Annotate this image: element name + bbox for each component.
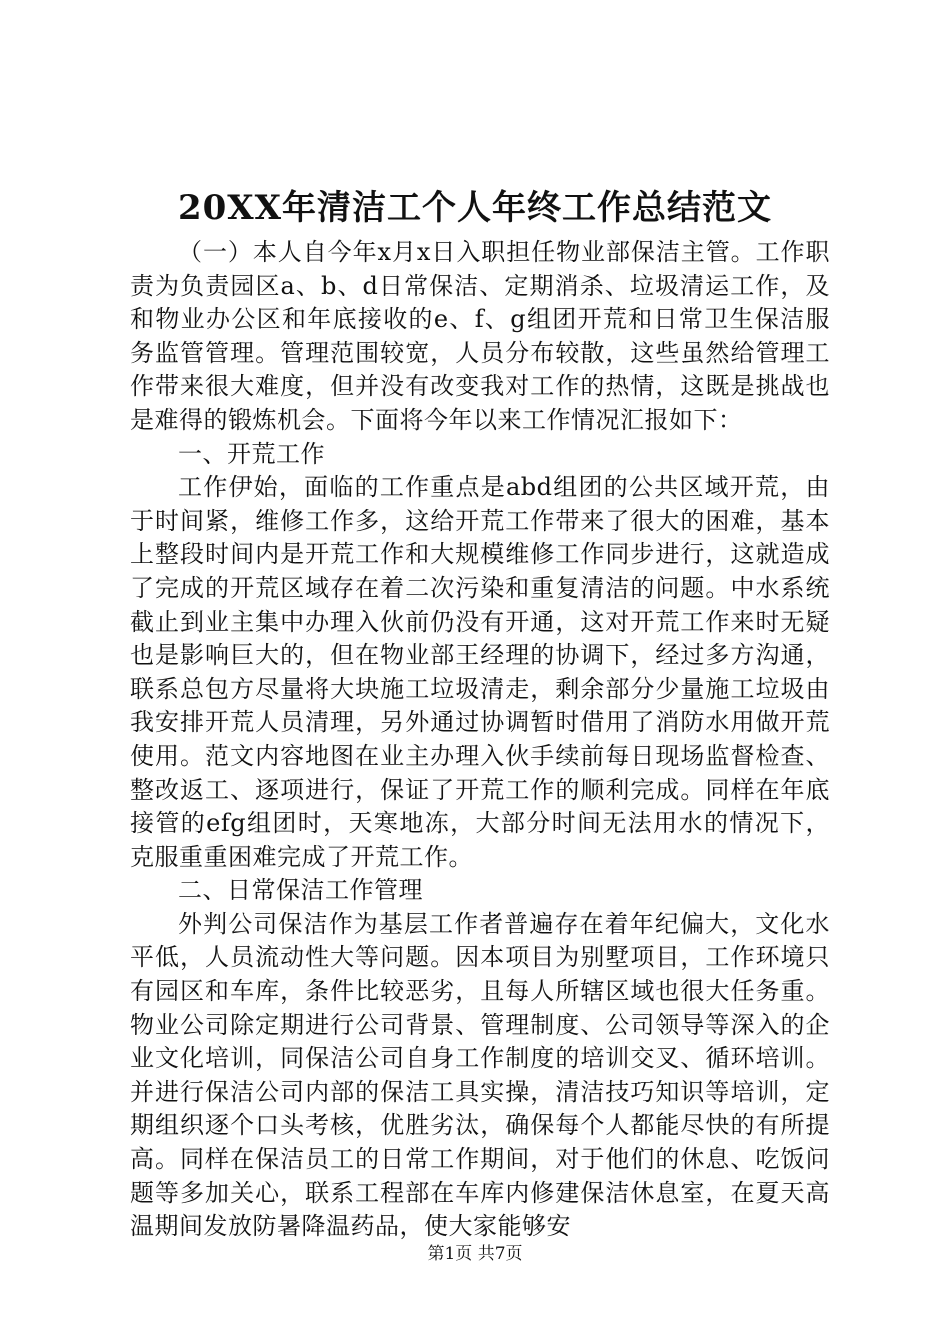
paragraph-intro: （一）本人自今年x月x日入职担任物业部保洁主管。工作职责为负责园区a、b、d日常保洁、定期消杀、垃圾清运工作，及和物业办公区和年底接收的e、f、g组团开荒和日常卫生保洁服务监管管理。管理范围较宽，人员分布较散，这些虽然给管理工作带来很大难度，但并没有改变我对工作的热情，这既是挑战也是难得的锻炼机会。下面将今年以来工作情况汇报如下： [130,238,830,434]
section-heading-2: 二、日常保洁工作管理 [178,876,423,905]
paragraph-section-2: 外判公司保洁作为基层工作者普遍存在着年纪偏大，文化水平低，人员流动性大等问题。因本项目为别墅项目，工作环境只有园区和车库，条件比较恶劣，且每人所辖区域也很大任务重。物业公司除定期进行公司背景、管理制度、公司领导等深入的企业文化培训，同保洁公司自身工作制度的培训交叉、循环培训。并进行保洁公司内部的保洁工具实操，清洁技巧知识等培训，定期组织逐个口头考核，优胜劣汰，确保每个人都能尽快的有所提高。同样在保洁员工的日常工作期间，对于他们的休息、吃饭问题等多加关心，联系工程部在车库内修建保洁休息室，在夏天高温期间发放防暑降温药品，使大家能够安 [130,909,830,1241]
page-footer: 第1页 共7页 [427,1244,523,1264]
paragraph-section-1: 工作伊始，面临的工作重点是abd组团的公共区域开荒，由于时间紧，维修工作多，这给开荒工作带来了很大的困难，基本上整段时间内是开荒工作和大规模维修工作同步进行，这就造成了完成的开荒区域存在着二次污染和重复清洁的问题。中水系统截止到业主集中办理入伙前仍没有开通，这对开荒工作来时无疑也是影响巨大的，但在物业部王经理的协调下，经过多方沟通，联系总包方尽量将大块施工垃圾清走，剩余部分少量施工垃圾由我安排开荒人员清理，另外通过协调暂时借用了消防水用做开荒使用。范文内容地图在业主办理入伙手续前每日现场监督检查、整改返工、逐项进行，保证了开荒工作的顺利完成。同样在年底接管的efg组团时，天寒地冻，大部分时间无法用水的情况下，克服重重困难完成了开荒工作。 [130,473,830,871]
document-body [130,236,830,1244]
document-title: 20XX年清洁工个人年终工作总结范文 [177,188,773,228]
section-heading-1: 一、开荒工作 [178,439,325,468]
